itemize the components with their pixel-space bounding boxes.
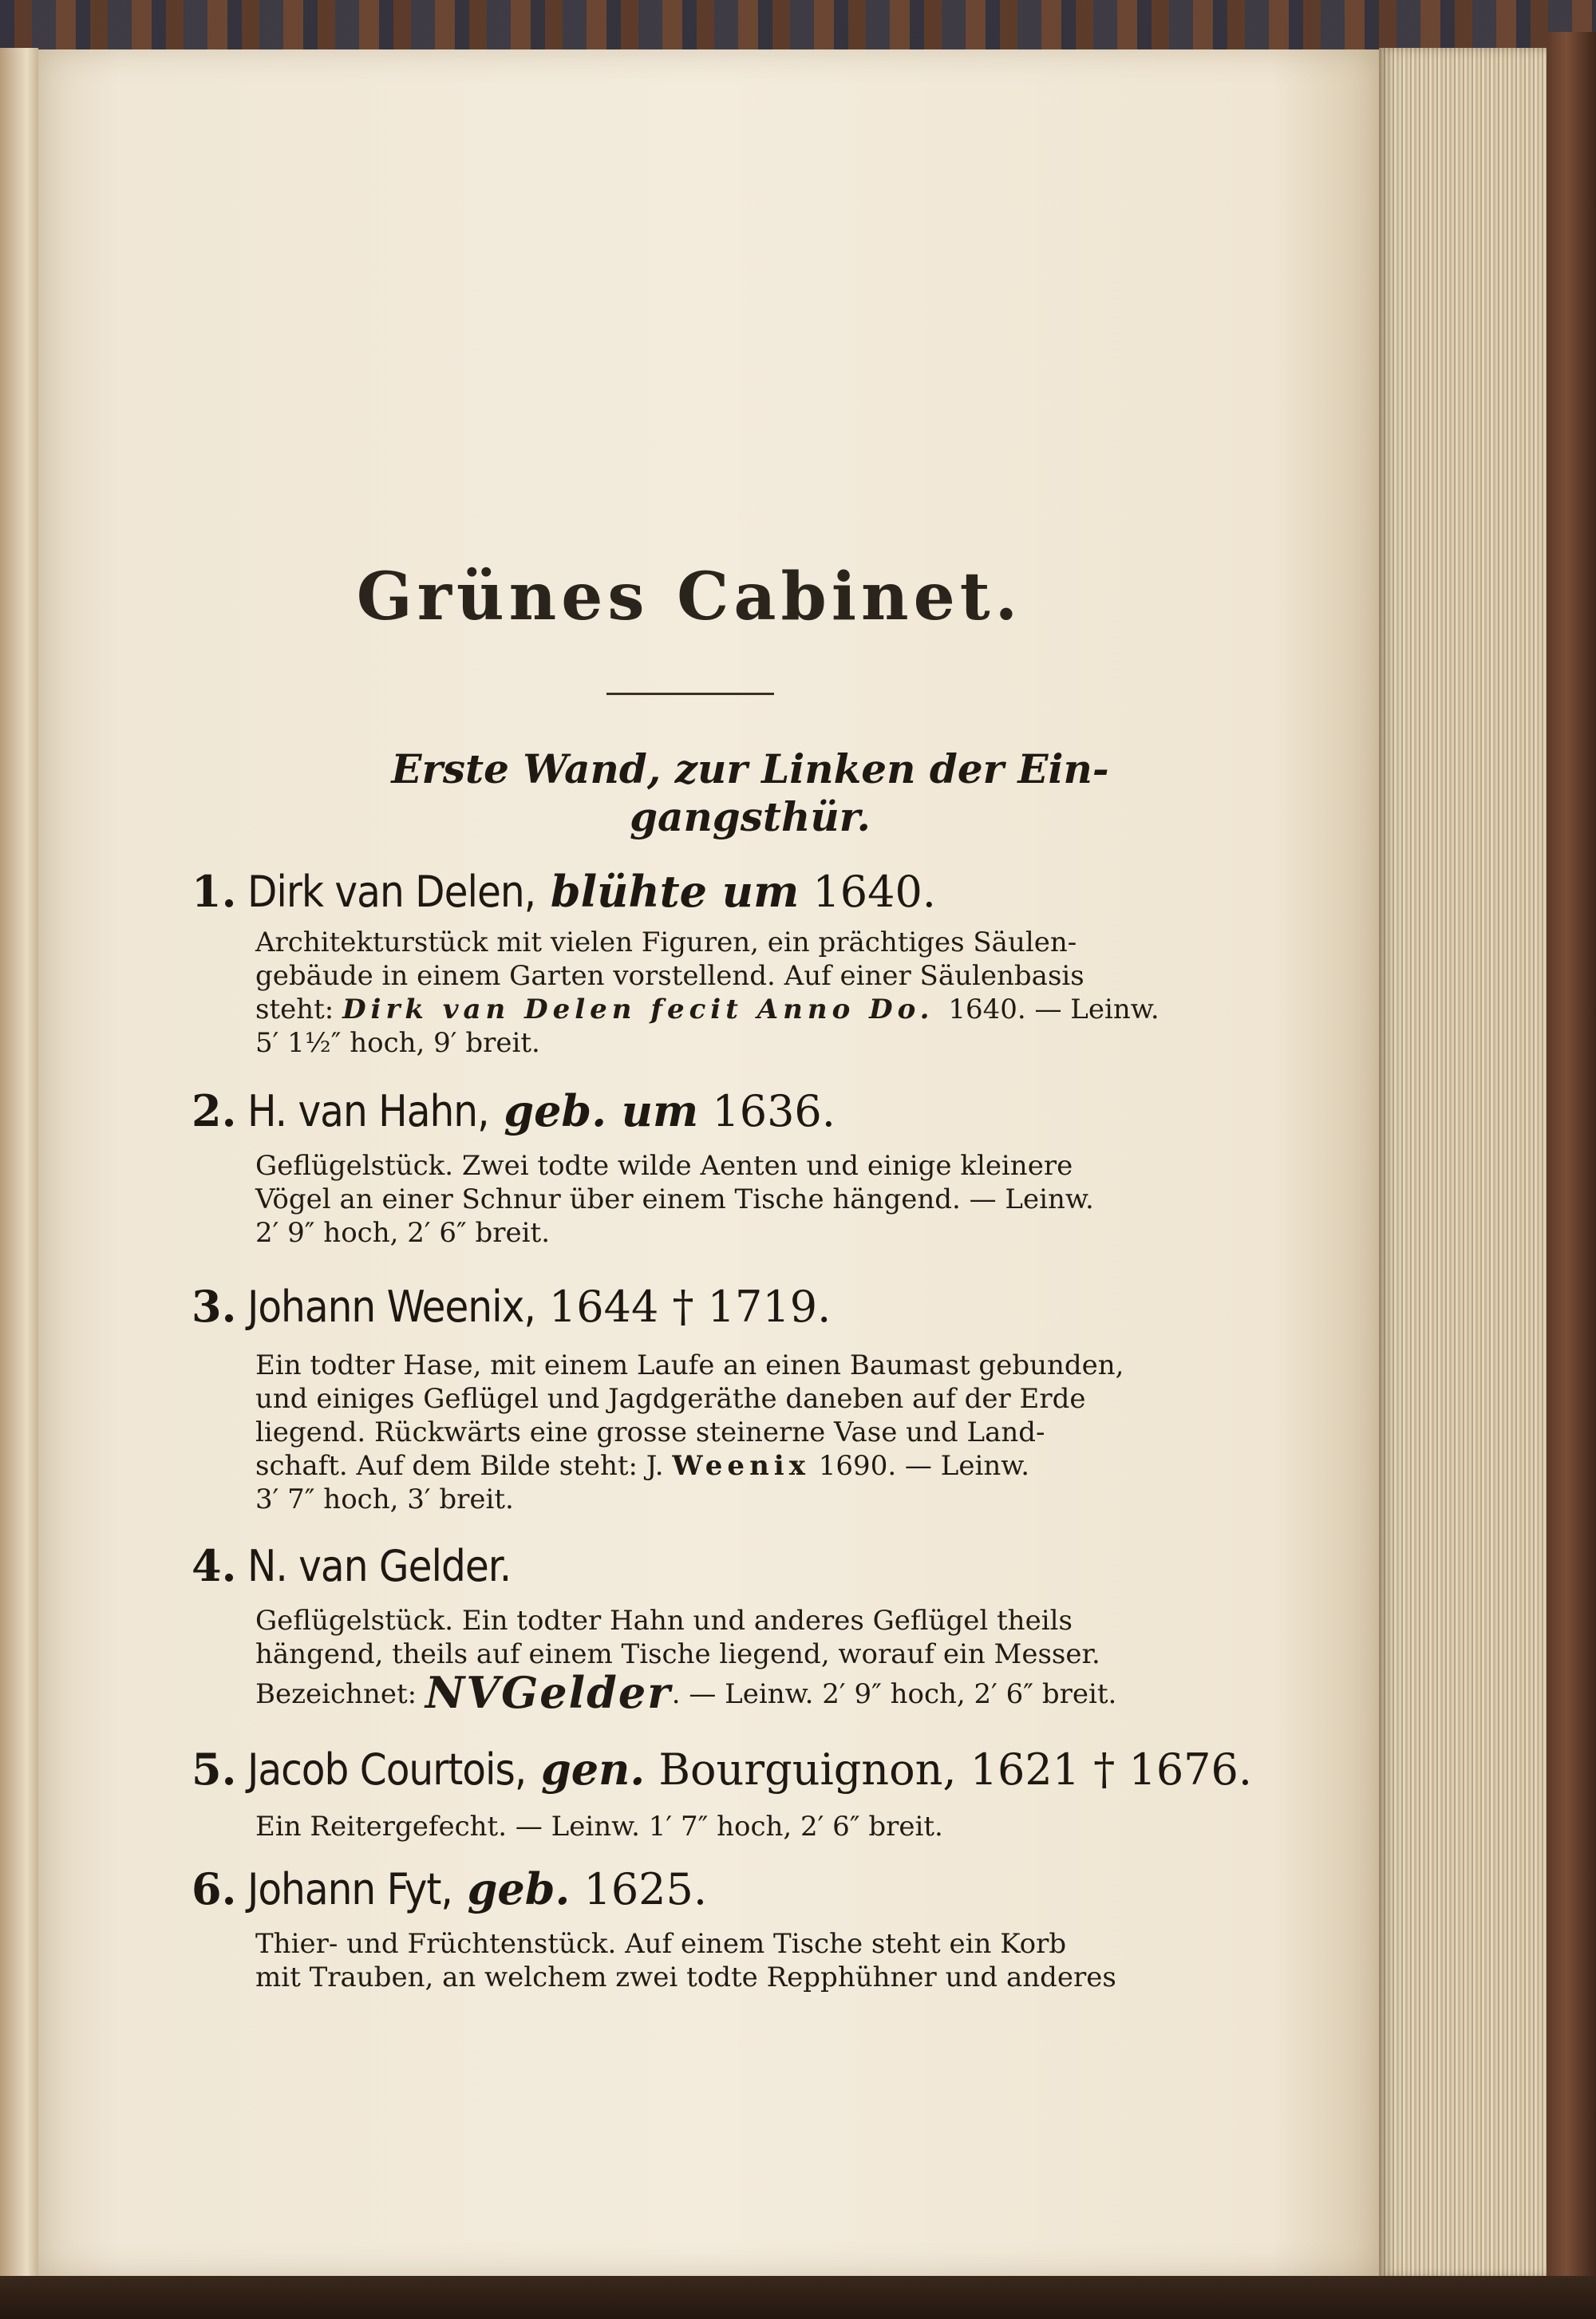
entry-number: 6.: [192, 1863, 237, 1914]
date-qualifier: geb. um: [488, 1085, 699, 1136]
description-line: Ein todter Hase, mit einem Laufe an einen Baumast gebunden,: [255, 1349, 1124, 1381]
entry-heading: [192, 1281, 1309, 1332]
entry-number: 2.: [192, 1085, 237, 1136]
entry-description: [255, 1810, 1205, 1843]
entry-description: [255, 1927, 1205, 1994]
entry-description: [255, 926, 1205, 1060]
description-line: Ein Reitergefecht. — Leinw. 1′ 7″ hoch, 2′ 6″ breit.: [255, 1811, 943, 1843]
description-line: mit Trauben, an welchem zwei todte Repphühner und anderes: [255, 1961, 1116, 1993]
description-line: [255, 993, 1205, 1026]
description-line: Thier- und Früchtenstück. Auf einem Tische steht ein Korb: [255, 1928, 1067, 1960]
date-qualifier: gen.: [526, 1744, 646, 1795]
artist-name: Johann Fyt,: [247, 1864, 452, 1914]
description-text: steht:: [255, 994, 343, 1025]
description-line: Geflügelstück. Zwei todte wilde Aenten und einige kleinere: [255, 1150, 1073, 1182]
entry-heading: [192, 1540, 1309, 1591]
description-text: 1690. — Leinw.: [809, 1450, 1030, 1482]
description-line: hängend, theils auf einem Tische liegend, worauf ein Messer.: [255, 1638, 1100, 1670]
artist-name: Jacob Courtois,: [247, 1744, 527, 1795]
description-text: schaft. Auf dem Bilde steht: J.: [255, 1450, 673, 1482]
section-subhead-line-1: Erste Wand, zur Linken der Ein-: [391, 745, 1109, 792]
entry-heading: [192, 1744, 1309, 1795]
description-line: und einiges Geflügel und Jagdgeräthe daneben auf der Erde: [255, 1383, 1086, 1415]
date-qualifier: geb.: [452, 1863, 571, 1914]
section-subhead-line-2: gangsthür.: [630, 793, 871, 840]
description-line: 3′ 7″ hoch, 3′ breit.: [255, 1483, 514, 1515]
page-stack-edge: [1379, 48, 1547, 2278]
entry-year: 1644 † 1719.: [535, 1282, 832, 1332]
description-text: . — Leinw. 2′ 9″ hoch, 2′ 6″ breit.: [671, 1678, 1117, 1710]
entry-year: 1636.: [698, 1086, 836, 1136]
entry-description: [255, 1349, 1205, 1516]
description-line: gebäude in einem Garten vorstellend. Auf einer Säulenbasis: [255, 960, 1084, 992]
entry-number: 4.: [192, 1540, 237, 1591]
signature-inscription: Weenix: [672, 1450, 810, 1482]
description-line: Vögel an einer Schnur über einem Tische hängend. — Leinw.: [255, 1183, 1094, 1215]
entry-year: Bourguignon, 1621 † 1676.: [645, 1744, 1253, 1795]
description-line: [255, 1667, 1205, 1718]
description-text: 1640. — Leinw.: [948, 994, 1159, 1025]
entry-number: 1.: [192, 866, 237, 917]
signature-inscription: Dirk van Delen fecit Anno Do.: [342, 994, 949, 1025]
entry-number: 3.: [192, 1281, 237, 1332]
description-line: Geflügelstück. Ein todter Hahn und anderes Geflügel theils: [255, 1605, 1073, 1637]
description-text: Bezeichnet:: [255, 1678, 425, 1710]
description-line: 5′ 1½″ hoch, 9′ breit.: [255, 1027, 540, 1059]
left-page-edge: [0, 48, 38, 2282]
entry-year: 1640.: [799, 867, 936, 917]
artist-name: N. van Gelder.: [247, 1541, 512, 1591]
description-line: 2′ 9″ hoch, 2′ 6″ breit.: [255, 1217, 551, 1249]
entry-heading: [192, 1085, 1309, 1136]
book-cover-edge: [1547, 32, 1596, 2319]
date-qualifier: blühte um: [535, 866, 800, 917]
description-line: [255, 1449, 1205, 1483]
entry-description: [255, 1604, 1205, 1718]
page-title: Grünes Cabinet.: [356, 559, 1023, 635]
title-rule: [606, 693, 774, 695]
description-line: liegend. Rückwärts eine grosse steinerne Vase und Land-: [255, 1416, 1045, 1448]
entry-heading: [192, 1863, 1309, 1914]
entry-year: 1625.: [570, 1864, 708, 1914]
artist-name: H. van Hahn,: [247, 1086, 489, 1136]
artist-name: Johann Weenix,: [247, 1282, 535, 1332]
description-line: Architekturstück mit vielen Figuren, ein prächtiges Säulen-: [255, 926, 1077, 958]
book-bottom-edge: [0, 2276, 1596, 2319]
artist-name: Dirk van Delen,: [247, 867, 536, 917]
entry-description: [255, 1149, 1205, 1250]
entry-heading: [192, 866, 1309, 917]
entry-number: 5.: [192, 1744, 237, 1795]
book-top-edge: [0, 0, 1596, 56]
signature-facsimile: NVGelder: [425, 1667, 672, 1718]
